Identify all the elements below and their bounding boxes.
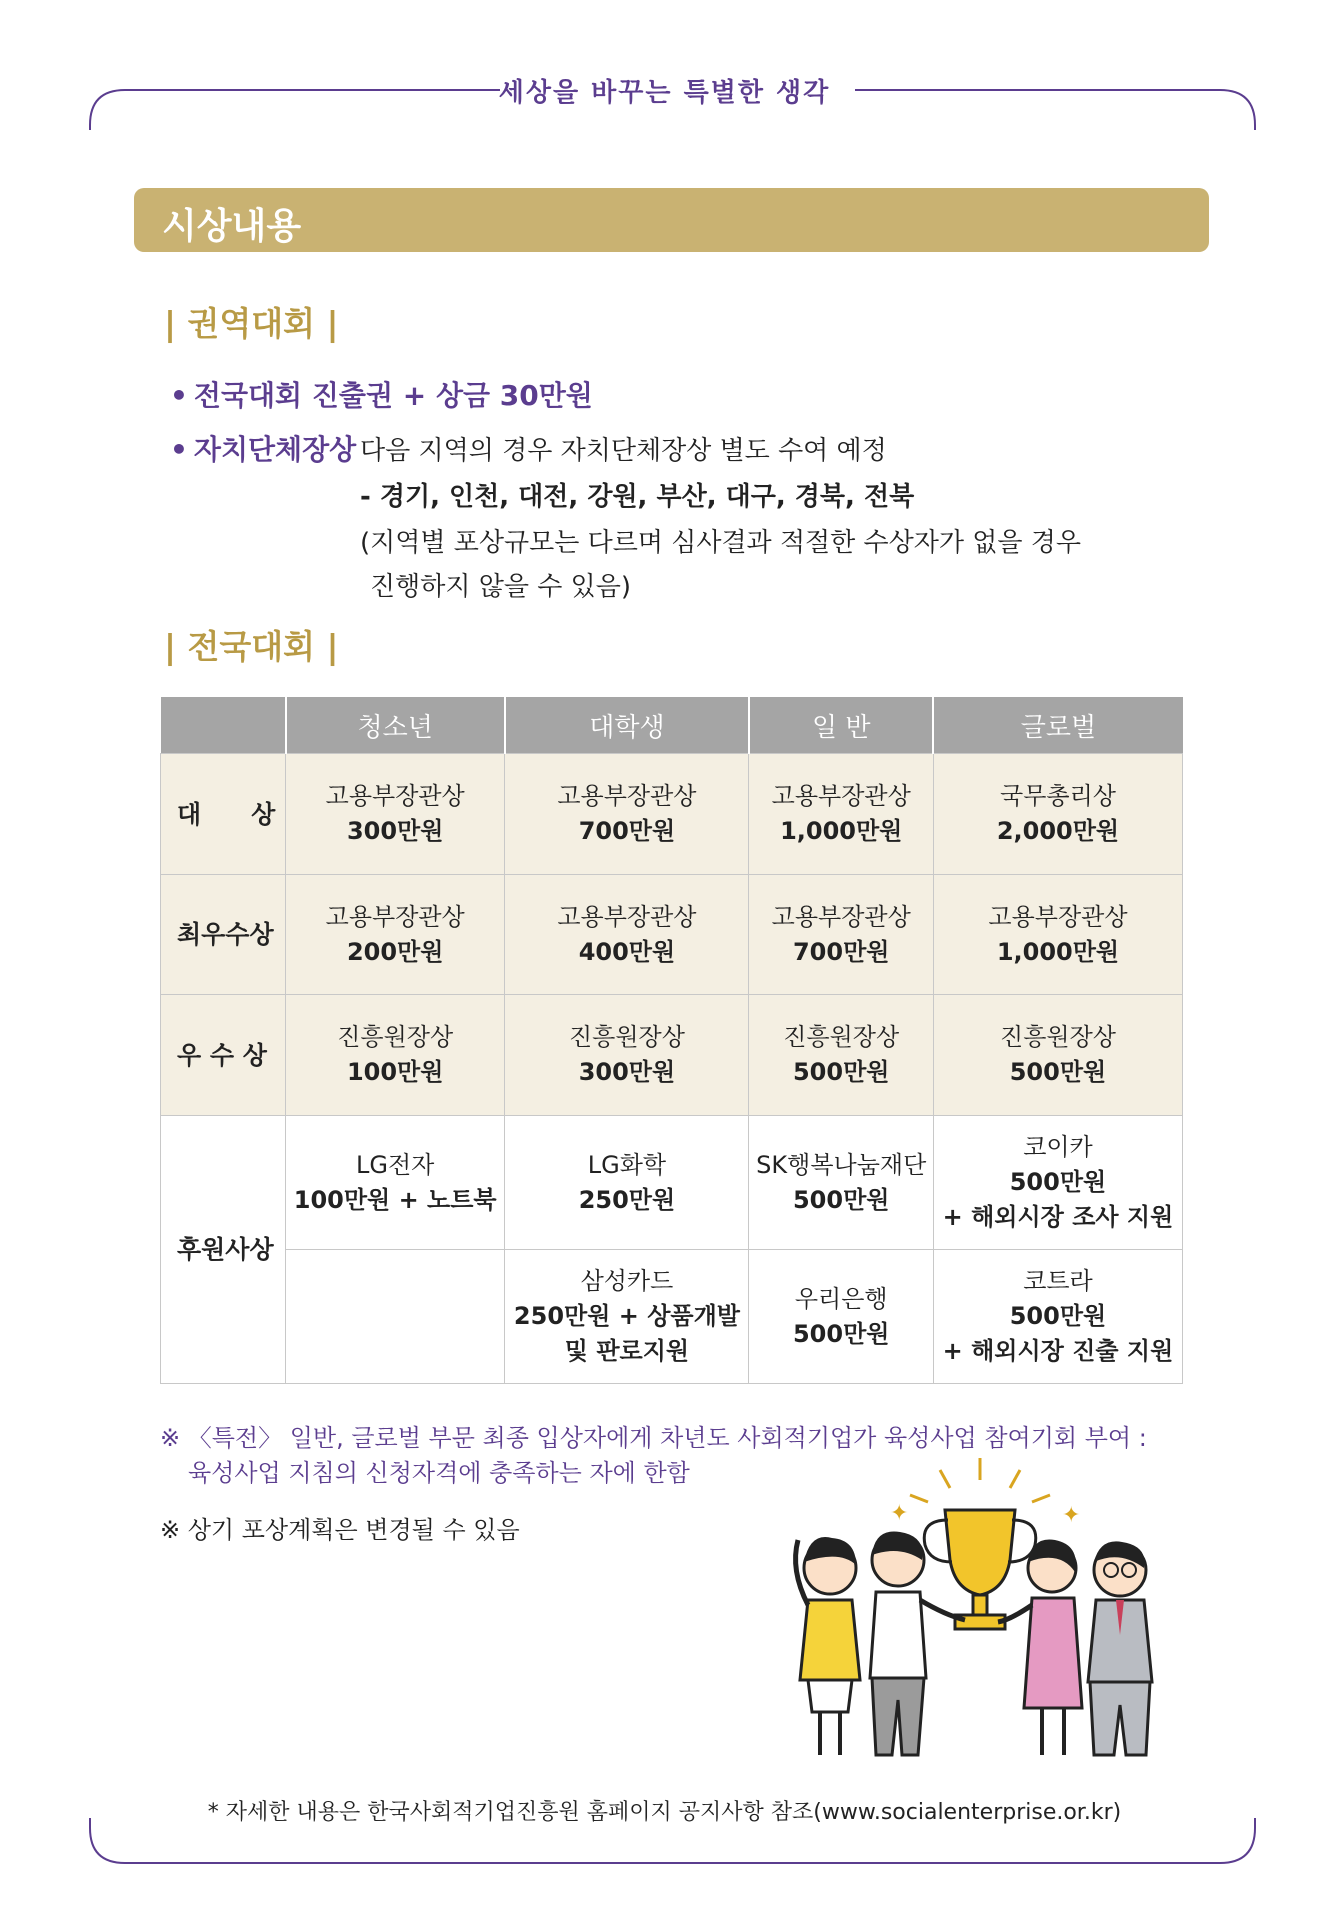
table-cell: 고용부장관상 1,000만원 bbox=[749, 754, 933, 875]
national-heading: | 전국대회 | bbox=[164, 627, 339, 666]
regional-detail-3: (지역별 포상규모는 다르며 심사결과 적절한 수상자가 없을 경우 bbox=[360, 528, 1082, 558]
bullet-1-label: 전국대회 진출권 + 상금 30만원 bbox=[193, 379, 593, 412]
svg-text:✦: ✦ bbox=[1062, 1503, 1081, 1528]
section-title: 시상내용 bbox=[162, 206, 302, 247]
footer-reference: * 자세한 내용은 한국사회적기업진흥원 홈페이지 공지사항 참조(www.socialenterprise.or.kr) bbox=[207, 1800, 1122, 1825]
regional-detail-4: 진행하지 않을 수 있음) bbox=[370, 572, 631, 602]
regional-detail-2: - 경기, 인천, 대전, 강원, 부산, 대구, 경북, 전북 bbox=[360, 482, 915, 512]
table-row bbox=[161, 875, 1183, 995]
regional-bullet-2: • 자치단체장상 bbox=[170, 433, 357, 466]
change-note: ※ 상기 포상계획은 변경될 수 있음 bbox=[160, 1516, 520, 1544]
row-label: 대 상 bbox=[161, 754, 286, 875]
table-cell: 코이카 500만원 + 해외시장 조사 지원 bbox=[933, 1116, 1182, 1250]
regional-bullet-1: • 전국대회 진출권 + 상금 30만원 bbox=[170, 379, 593, 412]
table-cell: SK행복나눔재단 500만원 bbox=[749, 1116, 933, 1250]
regional-heading: | 권역대회 | bbox=[164, 304, 339, 343]
brand-slogan: 세상을 바꾸는 특별한 생각 bbox=[498, 78, 831, 108]
table-cell: 고용부장관상 200만원 bbox=[286, 875, 505, 995]
table-row bbox=[161, 1250, 1183, 1384]
top-frame-line bbox=[0, 0, 1329, 140]
table-cell: 고용부장관상 400만원 bbox=[505, 875, 749, 995]
table-cell: 진흥원장상 100만원 bbox=[286, 995, 505, 1116]
table-cell: 코트라 500만원 + 해외시장 진출 지원 bbox=[933, 1250, 1182, 1384]
header-global: 글로벌 bbox=[933, 697, 1182, 754]
regional-detail-1: 다음 지역의 경우 자치단체장상 별도 수여 예정 bbox=[360, 436, 887, 466]
table-cell-empty bbox=[286, 1250, 505, 1384]
svg-text:✦: ✦ bbox=[890, 1501, 909, 1526]
table-cell: 진흥원장상 300만원 bbox=[505, 995, 749, 1116]
table-row bbox=[161, 1116, 1183, 1250]
table-cell: 삼성카드 250만원 + 상품개발 및 판로지원 bbox=[505, 1250, 749, 1384]
table-cell: 진흥원장상 500만원 bbox=[933, 995, 1182, 1116]
special-note-2: 육성사업 지침의 신청자격에 충족하는 자에 한함 bbox=[188, 1459, 690, 1487]
table-cell: 우리은행 500만원 bbox=[749, 1250, 933, 1384]
table-cell: 고용부장관상 700만원 bbox=[505, 754, 749, 875]
table-row bbox=[161, 754, 1183, 875]
trophy-celebration-illustration bbox=[770, 1450, 1190, 1770]
row-label-sponsor: 후원사상 bbox=[161, 1116, 286, 1384]
table-cell: LG전자 100만원 + 노트북 bbox=[286, 1116, 505, 1250]
row-label: 우 수 상 bbox=[161, 995, 286, 1116]
table-cell: 고용부장관상 1,000만원 bbox=[933, 875, 1182, 995]
table-row bbox=[161, 995, 1183, 1116]
bottom-frame-line bbox=[0, 1818, 1329, 1908]
national-heading-text: 전국대회 bbox=[187, 627, 316, 666]
header-university: 대학생 bbox=[505, 697, 749, 754]
table-cell: 고용부장관상 700만원 bbox=[749, 875, 933, 995]
table-header-row bbox=[161, 697, 1183, 754]
table-cell: 국무총리상 2,000만원 bbox=[933, 754, 1182, 875]
header-general: 일 반 bbox=[749, 697, 933, 754]
table-cell: 고용부장관상 300만원 bbox=[286, 754, 505, 875]
table-cell: 진흥원장상 500만원 bbox=[749, 995, 933, 1116]
header-empty bbox=[161, 697, 286, 754]
regional-heading-text: 권역대회 bbox=[187, 304, 316, 343]
bullet-2-label: 자치단체장상 bbox=[193, 433, 357, 466]
row-label: 최우수상 bbox=[161, 875, 286, 995]
header-youth: 청소년 bbox=[286, 697, 505, 754]
awards-table bbox=[160, 697, 1183, 1384]
table-cell: LG화학 250만원 bbox=[505, 1116, 749, 1250]
section-title-bar bbox=[134, 188, 1209, 252]
special-note-1: ※ 〈특전〉 일반, 글로벌 부문 최종 입상자에게 차년도 사회적기업가 육성사업 참여기회 부여 : bbox=[160, 1424, 1147, 1452]
